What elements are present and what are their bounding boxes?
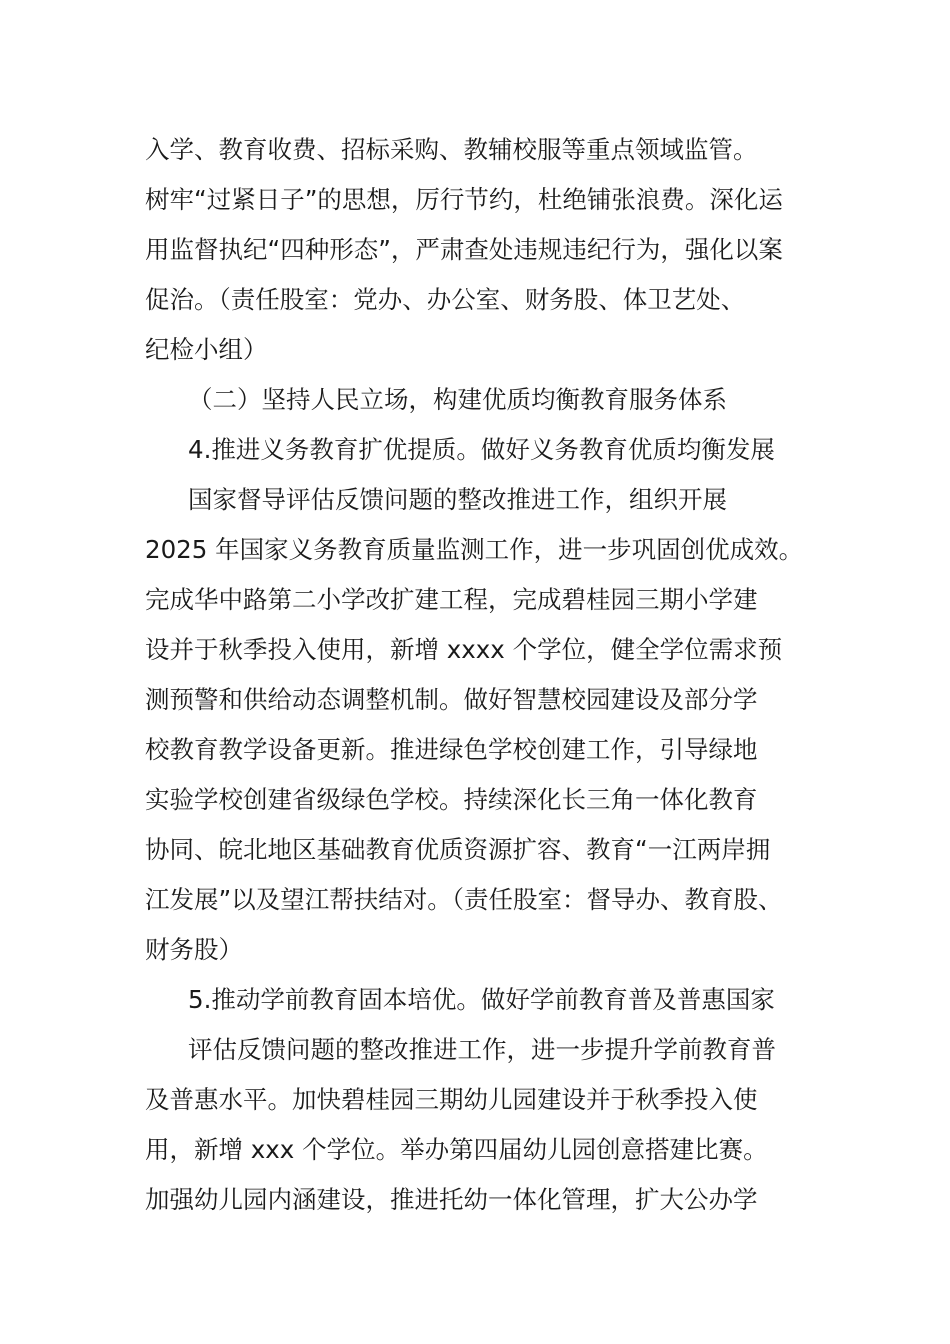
text-line: 纪检小组） — [145, 335, 268, 364]
text-line: 2025 年国家义务教育质量监测工作，进一步巩固创优成效。 — [145, 535, 804, 564]
text-line: 国家督导评估反馈问题的整改推进工作，组织开展 — [188, 485, 727, 514]
text-line: 实验学校创建省级绿色学校。持续深化长三角一体化教育 — [145, 785, 758, 814]
text-line: 入学、教育收费、招标采购、教辅校服等重点领域监管。 — [145, 135, 758, 164]
text-line: 财务股） — [145, 935, 243, 964]
text-line: 用，新增 xxx 个学位。举办第四届幼儿园创意搭建比赛。 — [145, 1135, 768, 1164]
paragraph-heading: 4.推进义务教育扩优提质。做好义务教育优质均衡发展 — [188, 435, 775, 464]
text-line: 及普惠水平。加快碧桂园三期幼儿园建设并于秋季投入使 — [145, 1085, 758, 1114]
text-line: 用监督执纪“四种形态”，严肃查处违规违纪行为，强化以案 — [145, 235, 783, 264]
text-line: 评估反馈问题的整改推进工作，进一步提升学前教育普 — [188, 1035, 776, 1064]
text-line: 完成华中路第二小学改扩建工程，完成碧桂园三期小学建 — [145, 585, 758, 614]
text-line: 设并于秋季投入使用，新增 xxxx 个学位，健全学位需求预 — [145, 635, 783, 664]
text-line: 江发展”以及望江帮扶结对。（责任股室：督导办、教育股、 — [145, 885, 783, 914]
paragraph-heading: 5.推动学前教育固本培优。做好学前教育普及普惠国家 — [188, 985, 775, 1014]
text-line: 校教育教学设备更新。推进绿色学校创建工作，引导绿地 — [145, 735, 758, 764]
text-line: 促治。（责任股室：党办、办公室、财务股、体卫艺处、 — [145, 285, 746, 314]
text-line: 协同、皖北地区基础教育优质资源扩容、教育“一江两岸拥 — [145, 835, 771, 864]
section-heading: （二）坚持人民立场，构建优质均衡教育服务体系 — [188, 385, 727, 414]
text-line: 测预警和供给动态调整机制。做好智慧校园建设及部分学 — [145, 685, 758, 714]
text-line: 树牢“过紧日子”的思想，厉行节约，杜绝铺张浪费。深化运 — [145, 185, 783, 214]
text-line: 加强幼儿园内涵建设，推进托幼一体化管理，扩大公办学 — [145, 1185, 758, 1214]
